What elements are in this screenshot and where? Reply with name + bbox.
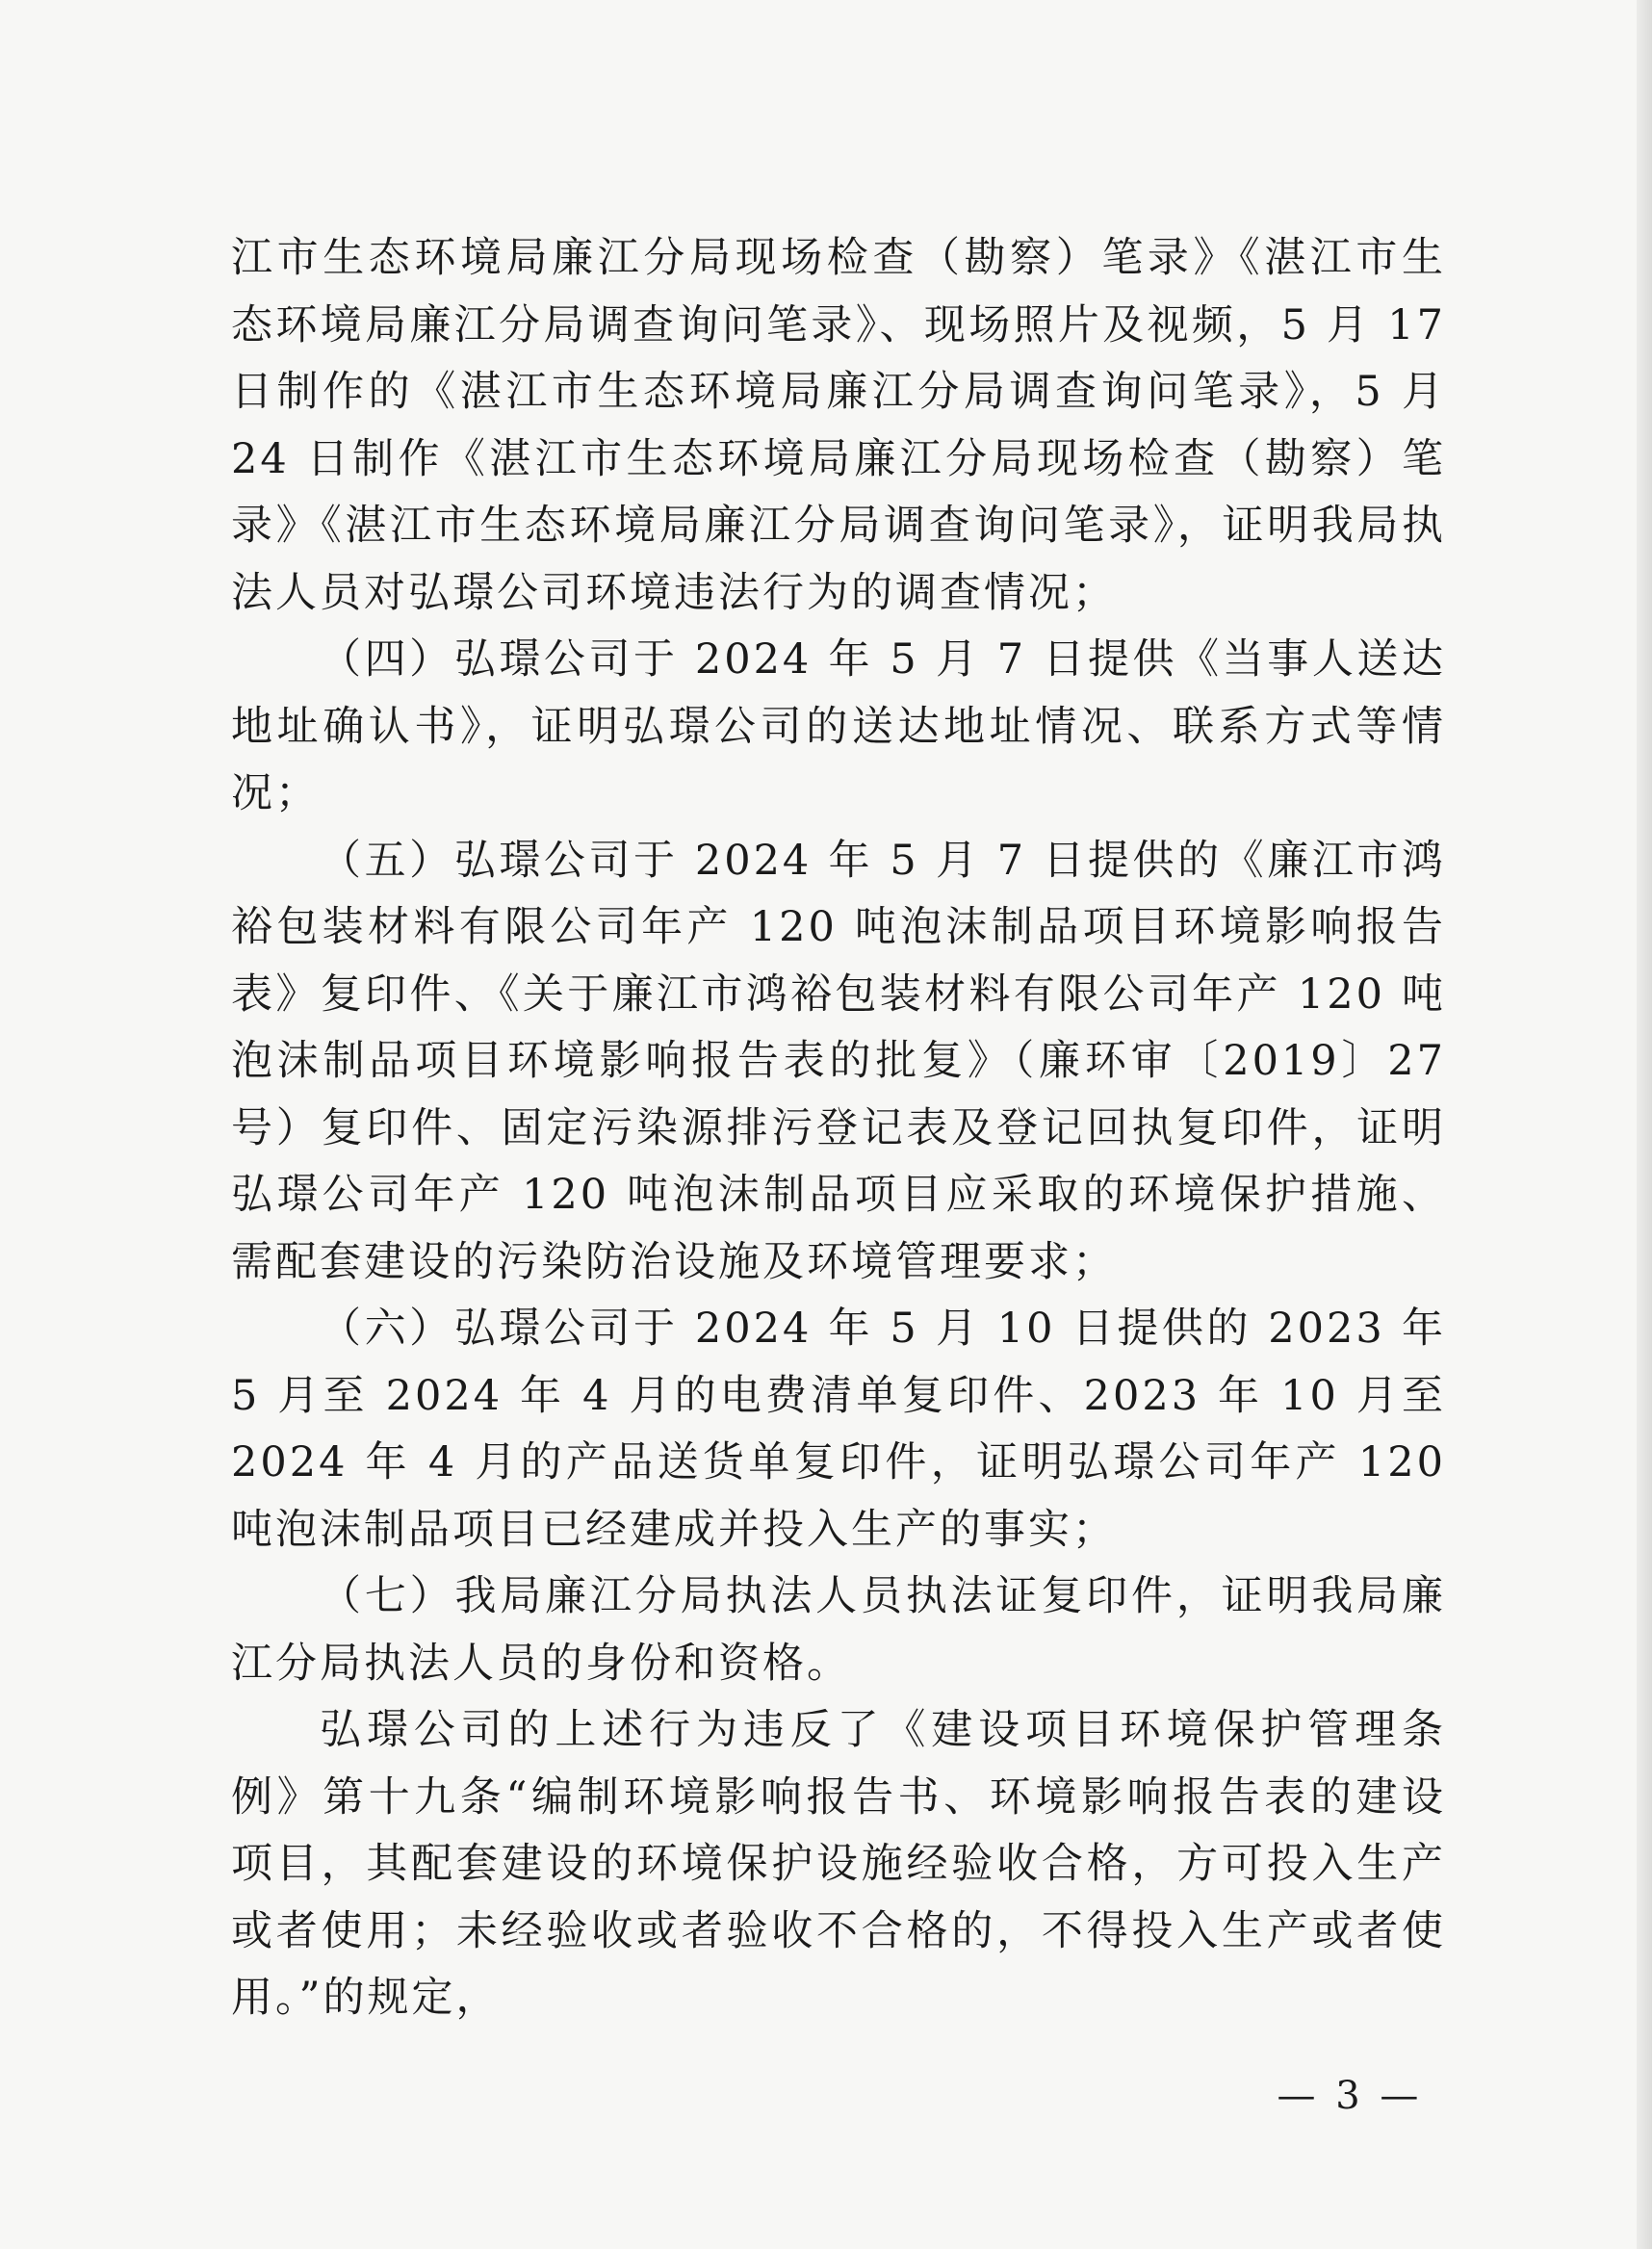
body-text [231, 225, 1446, 2032]
paragraph-evidence-five: （五）弘璟公司于 2024 年 5 月 7 日提供的《廉江市鸿裕包装材料有限公司年产 120 吨泡沫制品项目环境影响报告表》复印件、《关于廉江市鸿裕包装材料有限公司年产 120 吨泡沫制品项目环境影响报告表的批复》（廉环审〔2019〕27 号）复印件、固定污染源排污登记表及登记回执复印件，证明弘璟公司年产 120 吨泡沫制品项目应采取的环境保护措施、需配套建设的污染防治设施及环境管理要求； [231, 836, 1446, 1286]
paragraph-evidence-seven: （七）我局廉江分局执法人员执法证复印件，证明我局廉江分局执法人员的身份和资格。 [231, 1572, 1446, 1688]
paragraph-continued-evidence-three: 江市生态环境局廉江分局现场检查（勘察）笔录》《湛江市生态环境局廉江分局调查询问笔录》、现场照片及视频，5 月 17 日制作的《湛江市生态环境局廉江分局调查询问笔录》，5 月 24 日制作《湛江市生态环境局廉江分局现场检查（勘察）笔录》《湛江市生态环境局廉江分局调查询问笔录》，证明我局执法人员对弘璟公司环境违法行为的调查情况； [231, 234, 1446, 617]
scan-edge [1637, 0, 1652, 2249]
paragraph-violation-statement: 弘璟公司的上述行为违反了《建设项目环境保护管理条例》第十九条“编制环境影响报告书、环境影响报告表的建设项目，其配套建设的环境保护设施经验收合格，方可投入生产或者使用；未经验收或者验收不合格的，不得投入生产或者使用。”的规定， [231, 1706, 1446, 2022]
paragraph-evidence-four: （四）弘璟公司于 2024 年 5 月 7 日提供《当事人送达地址确认书》，证明弘璟公司的送达地址情况、联系方式等情况； [231, 635, 1446, 817]
page-number: — 3 — [1277, 2074, 1423, 2118]
paragraph-evidence-six: （六）弘璟公司于 2024 年 5 月 10 日提供的 2023 年 5 月至 2024 年 4 月的电费清单复印件、2023 年 10 月至 2024 年 4 月的产品送货单复印件，证明弘璟公司年产 120 吨泡沫制品项目已经建成并投入生产的事实； [231, 1305, 1446, 1554]
